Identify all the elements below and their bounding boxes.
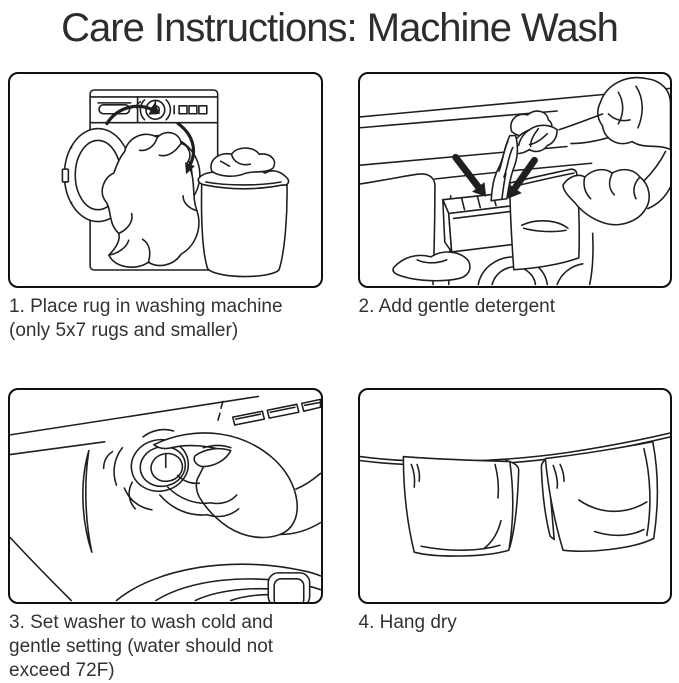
turning-dial-illustration [10,390,321,602]
rug-in-washing-machine-illustration [10,74,321,286]
hang-dry-illustration [360,390,671,602]
laundry-basket [198,148,288,277]
door-arcs [116,564,320,602]
machine-edge [10,537,71,600]
left-towel [403,457,518,556]
sleeve-cloth [559,78,670,150]
panel-highlight [83,451,92,553]
step-3-caption: 3. Set washer to wash cold and gentle setting (water should not exceed 72F) [9,612,274,681]
step-4-caption: 4. Hang dry [358,612,457,633]
step-2-caption: 2. Add gentle detergent [358,296,555,317]
right-towel [541,442,657,551]
step-1-panel [8,72,323,288]
step-1 [8,72,323,388]
detergent-drawer [393,193,516,281]
step-4 [358,388,673,683]
instruction-grid [0,52,679,683]
step-3-panel [8,388,323,604]
step-4-panel [358,388,673,604]
step-2-panel [358,72,673,288]
step-2 [358,72,673,388]
step-3 [8,388,323,683]
pouring-detergent-illustration [360,74,671,286]
step-1-caption: 1. Place rug in washing machine (only 5x7 rugs and smaller) [9,296,283,341]
page-title: Care Instructions: Machine Wash [61,6,618,50]
